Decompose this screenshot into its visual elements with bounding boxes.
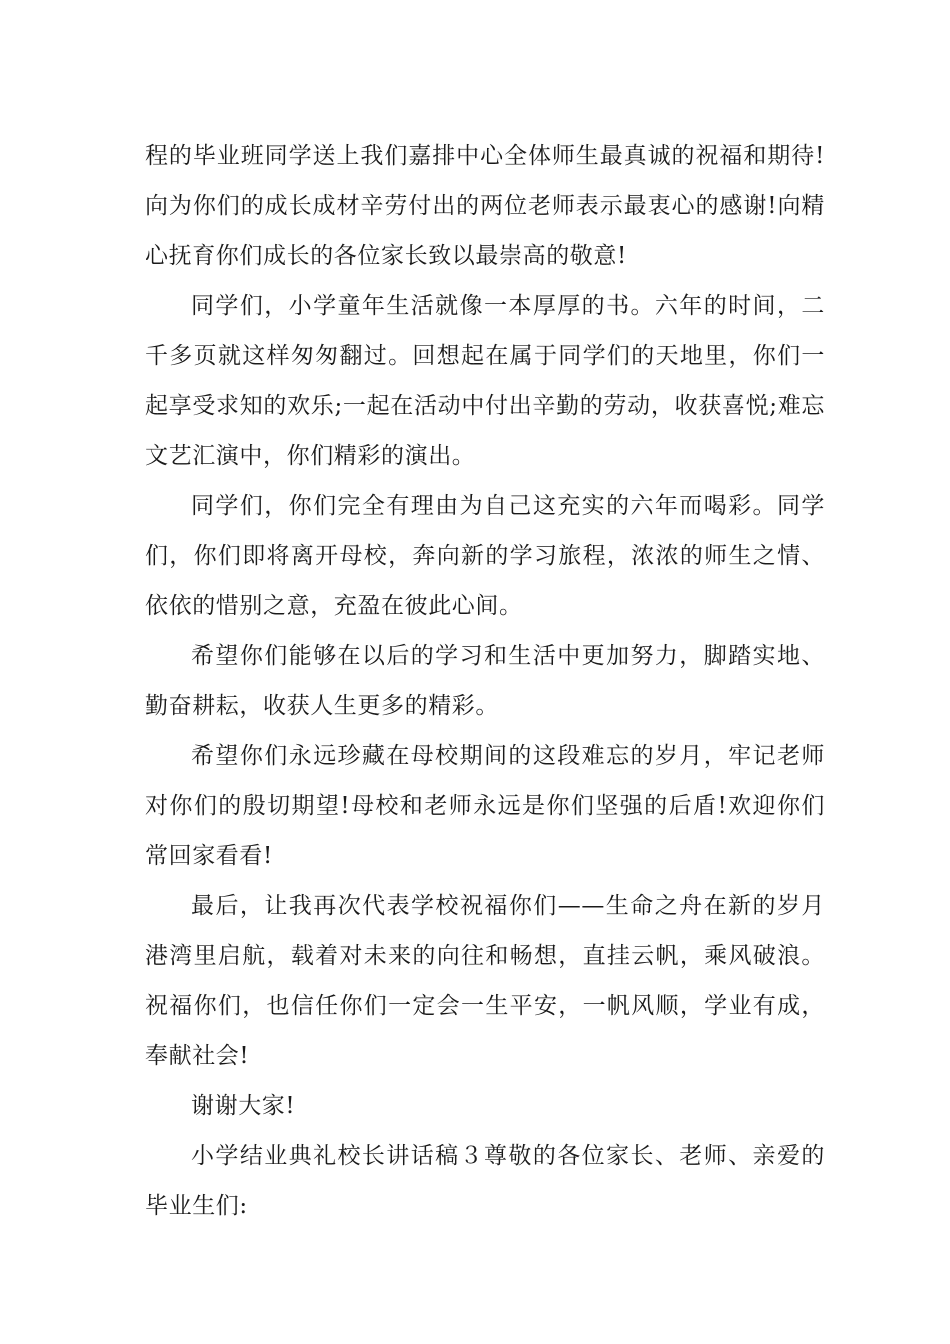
paragraph-3: 同学们，你们完全有理由为自己这充实的六年而喝彩。同学们，你们即将离开母校，奔向新的学习旅程，浓浓的师生之情、依依的惜别之意，充盈在彼此心间。	[145, 493, 825, 619]
paragraph-1: 程的毕业班同学送上我们嘉排中心全体师生最真诚的祝福和期待!向为你们的成长成材辛劳付出的两位老师表示最衷心的感谢!向精心抚育你们成长的各位家长致以最崇高的敬意!	[145, 143, 825, 269]
paragraph-4: 希望你们能够在以后的学习和生活中更加努力，脚踏实地、勤奋耕耘，收获人生更多的精彩。	[145, 643, 825, 719]
document-body	[145, 131, 825, 1231]
paragraph-7: 谢谢大家!	[191, 1093, 296, 1119]
paragraph-2: 同学们，小学童年生活就像一本厚厚的书。六年的时间，二千多页就这样匆匆翻过。回想起在属于同学们的天地里，你们一起享受求知的欢乐;一起在活动中付出辛勤的劳动，收获喜悦;难忘文艺汇演中，你们精彩的演出。	[145, 293, 825, 469]
paragraph-6: 最后，让我再次代表学校祝福你们——生命之舟在新的岁月港湾里启航，载着对未来的向往和畅想，直挂云帆，乘风破浪。祝福你们，也信任你们一定会一生平安，一帆风顺，学业有成，奉献社会!	[145, 893, 825, 1069]
paragraph-8: 小学结业典礼校长讲话稿３尊敬的各位家长、老师、亲爱的毕业生们:	[145, 1143, 825, 1219]
paragraph-5: 希望你们永远珍藏在母校期间的这段难忘的岁月，牢记老师对你们的殷切期望!母校和老师永远是你们坚强的后盾!欢迎你们常回家看看!	[145, 743, 825, 869]
